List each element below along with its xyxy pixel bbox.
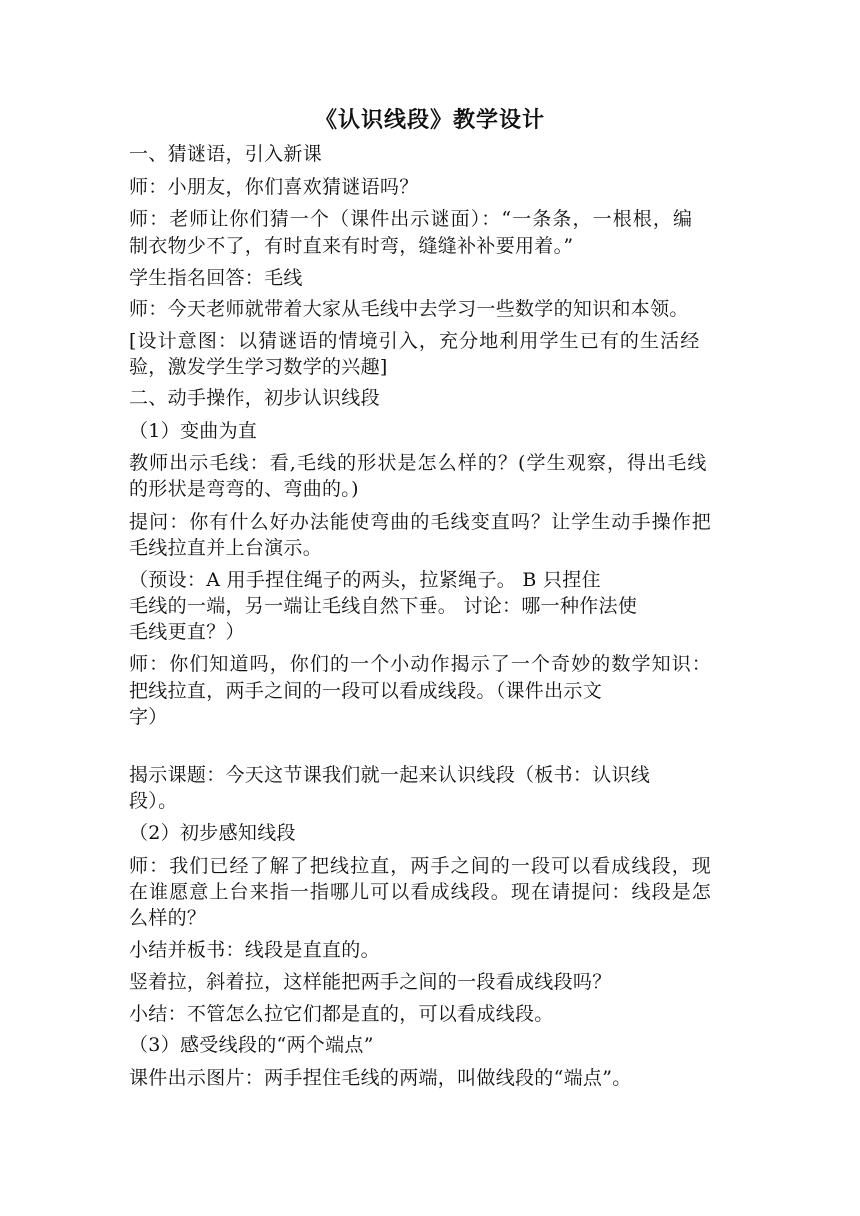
paragraph-line: 段）。 — [129, 790, 178, 812]
paragraph-line: 学生指名回答：毛线 — [129, 267, 303, 289]
paragraph-line: 课件出示图片：两手捏住毛线的两端，叫做线段的“端点”。 — [129, 1067, 632, 1089]
paragraph-line: 师：今天老师就带着大家从毛线中去学习一些数学的知识和本领。 — [129, 298, 689, 320]
paragraph-line: 师：我们已经了解了把线拉直，两手之间的一段可以看成线段，现 — [129, 855, 712, 877]
paragraph-line: 毛线更直？） — [129, 621, 245, 643]
subsection-heading: （2）初步感知线段 — [129, 822, 296, 844]
paragraph-line: 的形状是弯弯的、弯曲的。) — [129, 478, 359, 500]
paragraph-line: 毛线拉直并上台演示。 — [129, 537, 323, 559]
paragraph-line: 提问：你有什么好办法能使弯曲的毛线变直吗？让学生动手操作把 — [129, 511, 712, 533]
paragraph-line: 师：小朋友，你们喜欢猜谜语吗？ — [129, 176, 419, 198]
subsection-heading: （1）变曲为直 — [129, 420, 258, 442]
paragraph-line: 么样的？ — [129, 907, 207, 929]
paragraph-line: （预设：A 用手捏住绳子的两头，拉紧绳子。 B 只捏住 — [129, 569, 601, 591]
paragraph-line: 制衣物少不了，有时直来有时弯，缝缝补补要用着。” — [129, 235, 574, 257]
paragraph-line: 把线拉直，两手之间的一段可以看成线段。（课件出示文 — [129, 680, 603, 702]
paragraph-line: 字） — [129, 706, 168, 728]
paragraph-line: 师：你们知道吗，你们的一个小动作揭示了一个奇妙的数学知识： — [129, 653, 712, 675]
paragraph-line: 在谁愿意上台来指一指哪儿可以看成线段。现在请提问：线段是怎 — [129, 881, 712, 903]
paragraph-line: 验，激发学生学习数学的兴趣] — [129, 356, 388, 378]
paragraph-line: 揭示课题：今天这节课我们就一起来认识线段（板书：认识线 — [129, 764, 651, 786]
paragraph-line: 竖着拉，斜着拉，这样能把两手之间的一段看成线段吗？ — [129, 971, 612, 993]
paragraph-line: 教师出示毛线：看,毛线的形状是怎么样的？(学生观察，得出毛线 — [129, 452, 708, 474]
paragraph-line: 小结并板书：线段是直直的。 — [129, 939, 380, 961]
document-title: 《认识线段》教学设计 — [314, 107, 545, 133]
paragraph-line: 毛线的一端，另一端让毛线自然下垂。 讨论：哪一种作法使 — [129, 595, 638, 617]
paragraph-line: [设计意图：以猜谜语的情境引入，充分地利用学生已有的生活经 — [129, 330, 701, 352]
paragraph-line: 师：老师让你们猜一个（课件出示谜面）：“一条条，一根根，编 — [129, 208, 694, 230]
subsection-heading: （3）感受线段的“两个端点” — [129, 1034, 374, 1056]
section-heading: 一、猜谜语，引入新课 — [129, 143, 323, 165]
paragraph-line: 小结：不管怎么拉它们都是直的，可以看成线段。 — [129, 1003, 554, 1025]
section-heading: 二、动手操作，初步认识线段 — [129, 387, 380, 409]
